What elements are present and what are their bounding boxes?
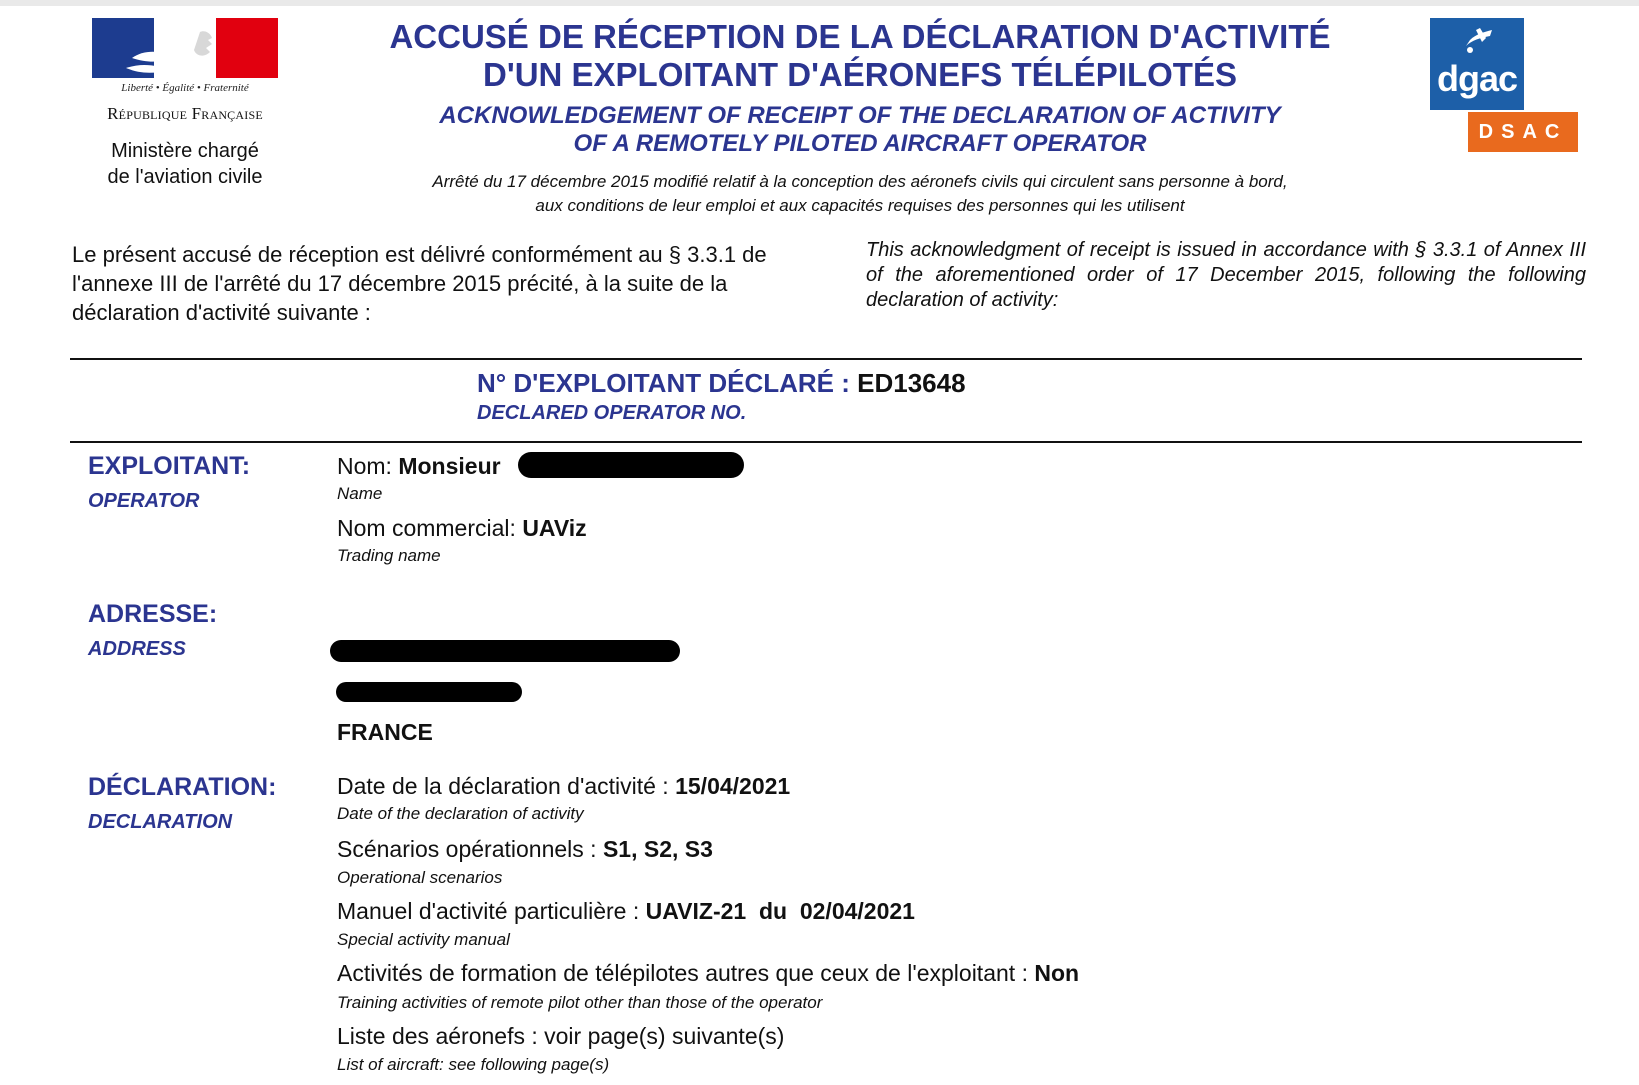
title-en-line-1: ACKNOWLEDGEMENT OF RECEIPT OF THE DECLARATION OF ACTIVITY	[439, 102, 1281, 129]
field-nom-value: Monsieur	[398, 453, 501, 479]
field-scenarios	[337, 836, 713, 863]
field-nom-commercial-value: UAViz	[522, 515, 587, 541]
section-title-adresse: ADRESSE:	[88, 600, 218, 628]
field-manuel-label: Manuel d'activité particulière :	[337, 898, 640, 924]
arrete-reference	[300, 170, 1420, 218]
field-nom-commercial-en: Trading name	[337, 546, 441, 565]
field-formation-label: Activités de formation de télépilotes autres que ceux de l'exploitant :	[337, 960, 1028, 986]
field-manuel-value: UAVIZ-21 du 02/04/2021	[645, 898, 915, 924]
title-en	[330, 102, 1390, 158]
arrete-line-1: Arrêté du 17 décembre 2015 modifié relatif à la conception des aéronefs civils qui circulent sans personne à bord,	[432, 172, 1288, 191]
title-fr-line-2: D'UN EXPLOITANT D'AÉRONEFS TÉLÉPILOTÉS	[483, 56, 1237, 93]
intro-text-en: This acknowledgment of receipt is issued in accordance with § 3.3.1 of Annex III of the aforementioned order of 17 December 2015, following the following declaration of activity:	[866, 239, 1586, 311]
field-formation-value: Non	[1034, 960, 1080, 986]
section-title-exploitant: EXPLOITANT:	[88, 452, 251, 480]
field-date-value: 15/04/2021	[675, 773, 791, 799]
section-title-address: ADDRESS	[88, 638, 186, 660]
field-manuel	[337, 898, 915, 925]
field-date-en: Date of the declaration of activity	[337, 804, 584, 823]
dsac-logo: DSAC	[1468, 112, 1578, 152]
field-nom-commercial	[337, 515, 587, 542]
devise-text: Liberté • Égalité • Fraternité	[121, 82, 249, 94]
field-nom-commercial-label: Nom commercial:	[337, 515, 516, 541]
field-nom-en: Name	[337, 484, 383, 503]
field-scenarios-en: Operational scenarios	[337, 868, 503, 887]
title-fr	[330, 18, 1390, 94]
top-border	[0, 0, 1639, 6]
title-en-line-2: OF A REMOTELY PILOTED AIRCRAFT OPERATOR	[573, 130, 1147, 157]
section-title-declaration: DÉCLARATION:	[88, 773, 277, 801]
address-country: FRANCE	[337, 719, 433, 745]
redaction-name	[518, 452, 744, 478]
operator-number	[477, 368, 966, 399]
intro-text-fr: Le présent accusé de réception est délivré conformément au § 3.3.1 de l'annexe III de l'arrêté du 17 décembre 2015 précité, à la suite de la déclaration d'activité suivante :	[72, 242, 767, 325]
marianne-logo	[92, 18, 278, 78]
republique-text: République Française	[107, 104, 263, 123]
arrete-line-2: aux conditions de leur emploi et aux capacités requises des personnes qui les utilisent	[535, 196, 1185, 215]
operator-number-label: N° D'EXPLOITANT DÉCLARÉ :	[477, 368, 850, 398]
ministere-text	[80, 138, 290, 190]
field-liste-aeronefs-en: List of aircraft: see following page(s)	[337, 1055, 610, 1074]
field-scenarios-label: Scénarios opérationnels :	[337, 836, 597, 862]
ministere-line-2: de l'aviation civile	[107, 166, 263, 188]
field-manuel-en: Special activity manual	[337, 930, 510, 949]
field-date	[337, 773, 790, 800]
dgac-logo-text: dgac	[1436, 58, 1518, 99]
operator-number-value: ED13648	[857, 368, 966, 398]
redaction-city	[336, 682, 522, 702]
divider-top	[70, 358, 1582, 360]
field-formation-en: Training activities of remote pilot other than those of the operator	[337, 993, 823, 1012]
redaction-street	[330, 640, 680, 662]
section-title-operator: OPERATOR	[88, 490, 200, 512]
title-fr-line-1: ACCUSÉ DE RÉCEPTION DE LA DÉCLARATION D'ACTIVITÉ	[389, 18, 1331, 55]
field-scenarios-value: S1, S2, S3	[602, 836, 713, 862]
field-liste-aeronefs: Liste des aéronefs : voir page(s) suivante(s)	[337, 1023, 785, 1049]
plane-icon	[1462, 22, 1496, 56]
dgac-logo	[1430, 18, 1524, 110]
operator-number-label-en: DECLARED OPERATOR NO.	[477, 402, 747, 424]
divider-bottom	[70, 441, 1582, 443]
ministere-line-1: Ministère chargé	[111, 140, 259, 162]
field-date-label: Date de la déclaration d'activité :	[337, 773, 669, 799]
field-nom-label: Nom:	[337, 453, 392, 479]
field-nom	[337, 453, 501, 480]
section-title-declaration-en: DECLARATION	[88, 811, 233, 833]
field-formation	[337, 960, 1079, 987]
